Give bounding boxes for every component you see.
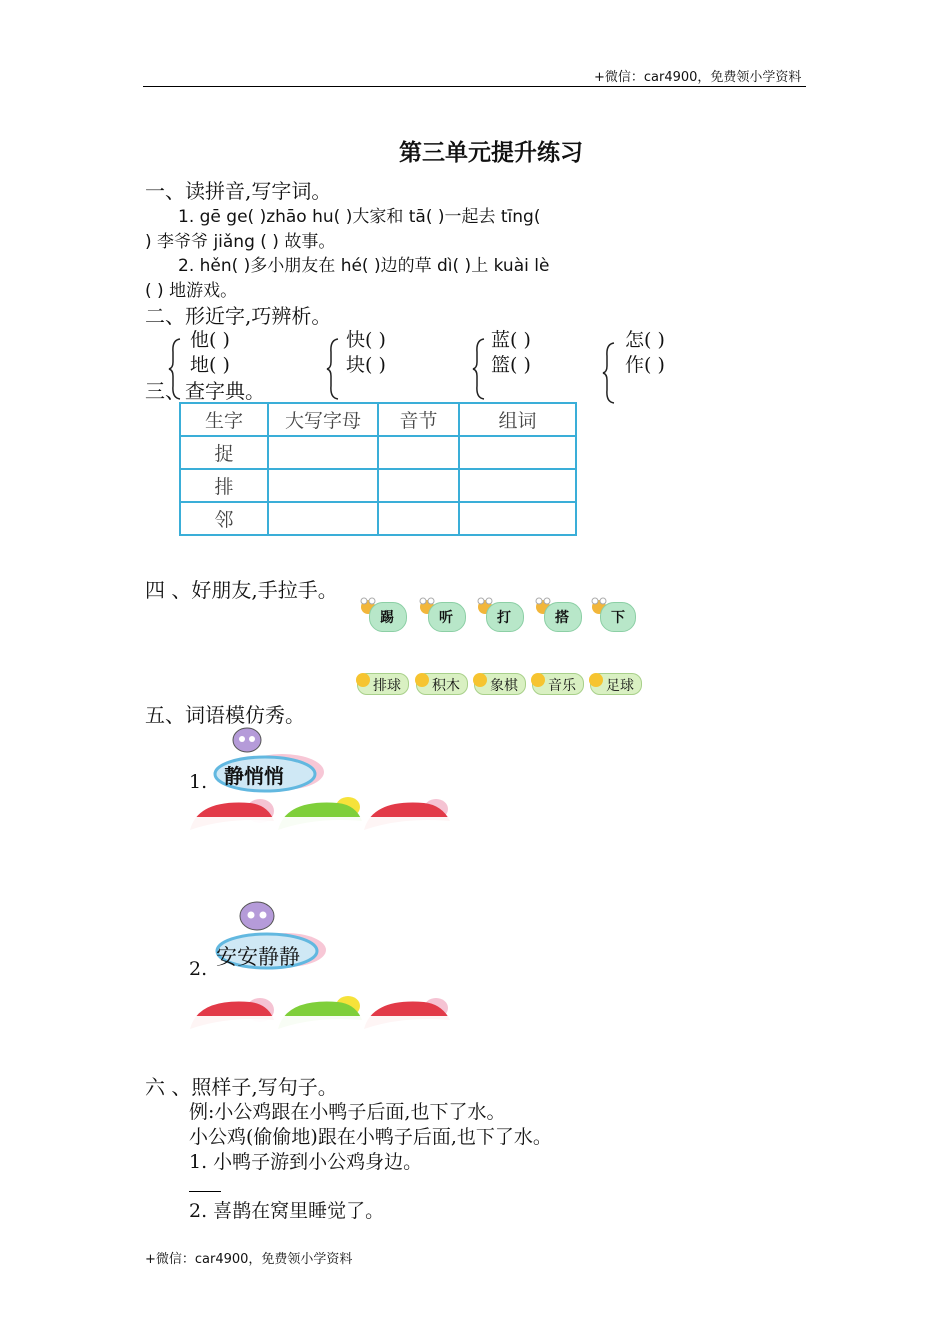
s2-g1-b: 地( ) <box>190 354 230 376</box>
noun-label: 积木 <box>432 678 460 694</box>
table-row <box>180 436 576 469</box>
section3-heading: 三、查字典。 <box>145 379 265 403</box>
page-title: 第三单元提升练习 <box>399 139 583 166</box>
s2-g1-a: 他( ) <box>190 329 230 351</box>
brace-4 <box>602 342 616 404</box>
sun-icon <box>587 671 605 689</box>
example1-word: 静悄悄 <box>224 764 284 788</box>
verb-label: 踢 <box>380 610 394 626</box>
sun-icon <box>529 671 547 689</box>
s2-g4-b: 作( ) <box>625 354 665 376</box>
leaf-blanks-1[interactable] <box>188 795 458 850</box>
noun-label: 足球 <box>606 678 634 694</box>
row-char: 排 <box>180 469 268 502</box>
answer-cell[interactable] <box>378 469 459 502</box>
s2-g3-b: 篮( ) <box>491 354 531 376</box>
table-header-row <box>180 403 576 436</box>
header-text: +微信：car4900，免费领小学资料 <box>594 70 802 85</box>
answer-cell[interactable] <box>459 469 576 502</box>
example2-num: 2. <box>189 958 208 980</box>
sun-icon <box>471 671 489 689</box>
row-char: 捉 <box>180 436 268 469</box>
brace-2 <box>326 338 340 400</box>
col-header-char: 生字 <box>180 403 268 436</box>
sun-icon <box>413 671 431 689</box>
table-row <box>180 469 576 502</box>
s2-g2-b: 块( ) <box>346 354 386 376</box>
col-header-syllable: 音节 <box>378 403 459 436</box>
verb-label: 搭 <box>555 610 569 626</box>
dictionary-table <box>179 402 577 536</box>
s1-q1-line2: ) 李爷爷 jiǎng ( ) 故事。 <box>145 232 336 252</box>
noun-label: 排球 <box>373 678 401 694</box>
answer-cell[interactable] <box>378 502 459 535</box>
brace-3 <box>472 338 486 400</box>
table-row <box>180 502 576 535</box>
s1-q1-line1: 1. gē ge( )zhāo hu( )大家和 tā( )一起去 tīng( <box>178 207 541 227</box>
answer-cell[interactable] <box>268 502 378 535</box>
s6-q2: 2. 喜鹊在窝里睡觉了。 <box>189 1200 385 1222</box>
col-header-words: 组词 <box>459 403 576 436</box>
example2-word: 安安静静 <box>216 945 300 969</box>
s2-g4-a: 怎( ) <box>625 329 665 351</box>
s2-g3-a: 蓝( ) <box>491 329 531 351</box>
noun-label: 音乐 <box>548 678 576 694</box>
leaf-blanks-2[interactable] <box>188 994 458 1049</box>
answer-cell[interactable] <box>459 436 576 469</box>
section2-heading: 二、形近字,巧辨析。 <box>145 304 332 328</box>
s6-q1: 1. 小鸭子游到小公鸡身边。 <box>189 1151 423 1173</box>
s2-g2-a: 快( ) <box>346 329 386 351</box>
verb-label: 听 <box>439 610 453 626</box>
sun-icon <box>354 671 372 689</box>
answer-line[interactable] <box>189 1191 221 1192</box>
noun-label: 象棋 <box>490 678 518 694</box>
col-header-letter: 大写字母 <box>268 403 378 436</box>
answer-cell[interactable] <box>459 502 576 535</box>
answer-cell[interactable] <box>378 436 459 469</box>
s1-q2-line2: ( ) 地游戏。 <box>145 281 238 301</box>
s6-model: 小公鸡(偷偷地)跟在小鸭子后面,也下了水。 <box>189 1126 552 1148</box>
section5-heading: 五、词语模仿秀。 <box>145 703 305 727</box>
s1-q2-line1: 2. hěn( )多小朋友在 hé( )边的草 dì( )上 kuài lè <box>178 256 550 276</box>
footer-text: +微信：car4900，免费领小学资料 <box>145 1252 353 1267</box>
section6-heading: 六 、照样子,写句子。 <box>145 1075 338 1099</box>
section1-heading: 一、读拼音,写字词。 <box>145 179 332 203</box>
section4-heading: 四 、好朋友,手拉手。 <box>145 578 338 602</box>
verb-label: 下 <box>611 610 625 626</box>
answer-cell[interactable] <box>268 436 378 469</box>
row-char: 邻 <box>180 502 268 535</box>
example1-num: 1. <box>189 771 208 793</box>
s6-example: 例:小公鸡跟在小鸭子后面,也下了水。 <box>189 1101 506 1123</box>
header-rule <box>143 86 806 87</box>
answer-cell[interactable] <box>268 469 378 502</box>
verb-label: 打 <box>497 610 511 626</box>
